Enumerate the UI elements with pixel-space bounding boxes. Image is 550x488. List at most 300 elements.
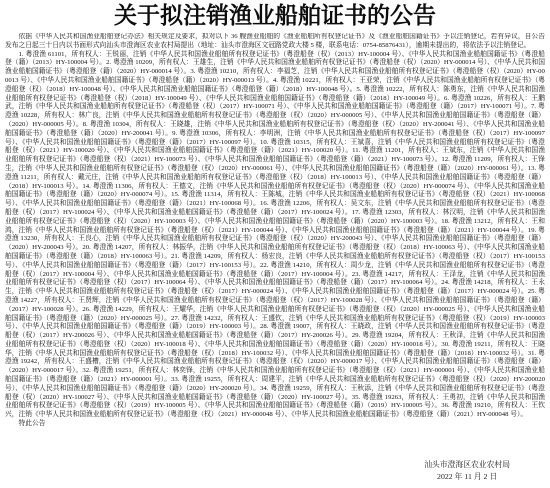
owner-name: 林振华 (172, 244, 193, 252)
owner-name: 王钦兴 (5, 402, 545, 419)
ownership-cert-title: 《中华人民共和国渔业船舶所有权登记证书》 (5, 147, 545, 164)
nationality-cert-number: （粤澄船登（籍）（2020）HY-000025 号） (45, 314, 165, 322)
ownership-cert-number: （粤澄船登（权）（2020）HY-000013 号） (5, 68, 545, 84)
vessel-id: 粤澄渔 11201 (362, 147, 402, 155)
cert-separator: 、 (15, 138, 23, 146)
owner-name: 王德文 (172, 182, 193, 190)
entry-number: 19. (527, 226, 537, 234)
cert-separator: 、 (466, 120, 474, 128)
ownership-cert-number: （粤澄船登（权）（2018）HY-100032 号） (167, 349, 285, 357)
vessel-id: 粤澄渔 10228 (5, 103, 545, 120)
cert-separator: 、 (106, 147, 114, 155)
entry-number: 9. (172, 129, 178, 137)
entry-number: 4. (272, 76, 278, 84)
nationality-cert-title: 《中华人民共和国渔业船舶国籍证书》 (5, 120, 545, 137)
owner-label: ，所有权人： (318, 76, 360, 84)
entry-number: 20. (82, 244, 91, 252)
cert-separator: 、 (15, 200, 23, 208)
ownership-cert-number: （粤澄船登（权）（2020）HY-000061 号） (167, 164, 285, 172)
cancel-label: ，注销 (379, 76, 400, 84)
nationality-cert-title: 《中华人民共和国渔业船舶国籍证书》 (204, 217, 317, 225)
ownership-cert-number: （粤澄船登（权）（2020）HY-200041 号） (347, 120, 467, 128)
owner-label: ，所有权人： (152, 59, 193, 67)
owner-name: 王良心 (78, 235, 99, 243)
vessel-id: 粤澄渔 12206 (270, 200, 310, 208)
issue-date: 2022 年 11 月 2 日 (437, 472, 498, 481)
nationality-cert-number: （粤澄船登（籍）（2018）HY-100013 号） (5, 173, 545, 190)
cert-separator: 、 (466, 367, 474, 375)
ownership-cert-number: （粤澄船登（权）（2020）HY-100003 号） (79, 217, 198, 225)
ownership-cert-title: 《中华人民共和国渔业船舶所有权登记证书》 (146, 50, 284, 58)
nationality-cert-number: （粤澄船登（籍）（2021）HY-100073 号） (316, 156, 435, 164)
owner-label: ，所有权人： (128, 120, 171, 128)
vessel-id: 粤澄渔 11306 (92, 182, 132, 190)
nationality-cert-number: （粤澄船登（籍）（2017）HY-100064 号） (316, 279, 435, 287)
entry-end: 。 (524, 103, 532, 111)
owner-label: ，所有权人： (37, 112, 79, 120)
entry-number: 12. (441, 156, 450, 164)
nationality-cert-number: （粤澄船登（籍）（2020）HY-000074 号） (45, 191, 165, 199)
entry-number: 1. (18, 50, 24, 58)
ownership-cert-number: （粤澄船登（权）（2021）HY-000001 号） (348, 367, 467, 375)
entry-end: 。 (344, 208, 352, 216)
cert-separator: 、 (374, 235, 382, 243)
ownership-cert-title: 《中华人民共和国渔业船舶所有权登记证书》 (391, 323, 528, 331)
cancel-label: ，注销 (11, 226, 33, 234)
nationality-cert-title: 《中华人民共和国渔业船舶国籍证书》 (22, 323, 135, 331)
entry-end: 。 (520, 349, 528, 357)
cert-separator: 、 (30, 76, 38, 84)
entry-number: 25. (527, 288, 537, 296)
owner-name: 王锋生 (5, 156, 545, 172)
nationality-cert-title: 《中华人民共和国渔业船舶国籍证书》 (113, 208, 227, 216)
entry-end: 。 (520, 226, 528, 234)
vessel-id: 粤澄渔 11211 (5, 164, 545, 181)
entry-number: 22. (260, 261, 269, 269)
owner-label: ，所有权人： (131, 367, 173, 375)
owner-name: 王秋添 (350, 384, 372, 392)
entry-end: 。 (253, 200, 260, 208)
ownership-cert-title: 《中华人民共和国渔业船舶所有权登记证书》 (118, 173, 256, 181)
ownership-cert-number: （粤澄船登（权）（2017）HY-100097 号） (5, 129, 545, 146)
entry-end: 。 (345, 147, 353, 155)
entry-number: 15. (171, 191, 180, 199)
entry-number: 3. (190, 68, 196, 76)
ownership-cert-number: （粤澄船登（权）（2017）HY-100064 号） (79, 279, 198, 287)
nationality-cert-number: （粤澄船登（籍）（2013）HY-100004 号） (5, 50, 545, 67)
ownership-cert-title: 《中华人民共和国渔业船舶所有权登记证书》 (32, 103, 169, 111)
ownership-cert-number: （粤澄船登（权）（2018）HY-100048 号） (5, 76, 545, 93)
owner-label: ，所有权人： (401, 332, 443, 340)
entry-number: 16. (260, 200, 269, 208)
cert-separator: 、 (374, 296, 382, 304)
entry-number: 14. (82, 182, 91, 190)
ownership-cert-number: （粤澄船登（权）（2019）HY-100005 号） (79, 402, 198, 410)
cancel-label: ，注销 (463, 393, 484, 401)
ownership-cert-number: （粤澄船登（权）（2018）HY-100049 号） (80, 94, 199, 102)
entry-end: 。 (434, 217, 442, 225)
ownership-cert-title: 《中华人民共和国渔业船舶所有权登记证书》 (213, 367, 349, 375)
owner-label: ，所有权人： (401, 270, 443, 278)
nationality-cert-number: （粤澄船登（籍）（2018）HY-100063 号） (45, 252, 165, 260)
owner-name: 王晓政 (350, 323, 372, 331)
nationality-cert-title: 《中华人民共和国渔业船舶国籍证书》 (5, 367, 545, 384)
owner-name: 陈勇东 (443, 85, 464, 93)
cert-separator: 、 (15, 261, 23, 269)
nationality-cert-number: （粤澄船登（籍）（2020）HY-000017 号） (5, 358, 545, 375)
entry-end: 。 (164, 376, 172, 384)
ownership-cert-number: （粤澄船登（权）（2017）HY-100024 号） (5, 200, 545, 216)
entry-end: 。 (437, 94, 444, 102)
nationality-cert-number: （粤澄船登（籍）（2019）HY-100003 号） (134, 323, 254, 331)
owner-name: 林奕锋 (172, 367, 193, 375)
ownership-cert-title: 《中华人民共和国渔业船舶所有权登记证书》 (5, 85, 545, 102)
cancel-label: ，注销 (463, 270, 484, 278)
nationality-cert-title: 《中华人民共和国渔业船舶国籍证书》 (113, 147, 227, 155)
owner-label: ，所有权人： (64, 50, 106, 58)
vessel-id: 粤澄渔 14232 (181, 314, 221, 322)
owner-label: ，所有权人： (490, 279, 532, 287)
ownership-cert-title: 《中华人民共和国渔业船舶所有权登记证书》 (119, 235, 256, 243)
nationality-cert-title: 《中华人民共和国渔业船舶国籍证书》 (205, 94, 319, 102)
cancel-label: ，注销 (371, 200, 392, 208)
nationality-cert-title: 《中华人民共和国渔业船舶国籍证书》 (381, 358, 494, 366)
cancel-label: ，注销 (98, 112, 120, 120)
entry-end: 。 (164, 191, 172, 199)
cancel-label: ，注销 (192, 244, 214, 252)
ownership-cert-title: 《中华人民共和国渔业船舶所有权登记证书》 (300, 129, 439, 137)
vessel-id: 粤澄渔 19242 (5, 349, 545, 366)
cancel-label: ，注销 (126, 50, 147, 58)
cert-separator: 、 (15, 384, 23, 392)
cancel-label: ，注销 (281, 314, 303, 322)
entry-end: 。 (75, 244, 83, 252)
ownership-cert-number: （粤澄船登（权）（2017）HY-100071 号） (168, 103, 287, 111)
cancel-label: ，注销 (11, 411, 33, 419)
nationality-cert-title: 《中华人民共和国渔业船舶国籍证书》 (408, 50, 522, 58)
owner-name: 王贤辉 (78, 296, 99, 304)
nationality-cert-title: 《中华人民共和国渔业船舶国籍证书》 (291, 288, 404, 296)
nationality-cert-number: （粤澄船登（籍）（2020）HY-000014 号） (65, 68, 184, 76)
owner-name: 李福芝 (276, 68, 298, 76)
vessel-id: 粤澄渔 14207 (92, 244, 132, 252)
nationality-cert-number: （粤澄船登（籍）（2020）HY-100027 号） (226, 393, 345, 401)
ownership-cert-number: （粤澄船登（权）（2021）HY-100020 号） (5, 138, 545, 155)
owner-name: 戴元庄 (77, 173, 99, 181)
ownership-cert-title: 《中华人民共和国渔业船舶所有权登记证书》 (32, 288, 168, 296)
cancel-label: ，注销 (98, 296, 120, 304)
ownership-cert-title: 《中华人民共和国渔业船舶所有权登记证书》 (119, 112, 256, 120)
nationality-cert-title: 《中华人民共和国渔业船舶国籍证书》 (5, 59, 545, 76)
vessel-id: 粤澄渔 14229 (92, 305, 132, 313)
entry-end: 。 (253, 384, 260, 392)
nationality-cert-number: （粤澄船登（籍）（2017）HY-100024 号） (226, 208, 345, 216)
intro-paragraph: 依据《中华人民共和国渔业船舶登记办法》相关规定及要求，拟对以下 36 艘渔业船舶的《渔业船舶所有权登记证书》及《渔业船舶国籍证书》予以注销登记，若有异议，自公告发布之日起三十日内以书面形式向汕头市澄海区农业农村局提出（地址：汕头市澄海区文冠路党政大楼 5 楼，联系电话：0754-85876431），逾期未提出的，将依法予以注销登记。 (5, 33, 545, 49)
nationality-cert-number: （粤澄船登（籍）（2020）HY-100003 号） (316, 217, 435, 225)
cancel-label: ，注销 (98, 358, 120, 366)
nationality-cert-title: 《中华人民共和国渔业船舶国籍证书》 (291, 164, 404, 172)
nationality-cert-number: （粤澄船登（籍）（2017）HY-100028 号） (5, 296, 545, 313)
cert-separator: 、 (15, 323, 23, 331)
nationality-cert-title: 《中华人民共和国渔业船舶国籍证书》 (293, 103, 406, 111)
ownership-cert-title: 《中华人民共和国渔业船舶所有权登记证书》 (211, 120, 348, 128)
notice-title: 关于拟注销渔业船舶证书的公告 (114, 3, 436, 29)
owner-label: ，所有权人： (401, 147, 443, 155)
ownership-cert-title: 《中华人民共和国渔业船舶所有权登记证书》 (213, 182, 349, 190)
cert-separator: 、 (374, 112, 382, 120)
owner-name: 王亚荣 (359, 76, 380, 84)
cert-separator: 、 (198, 94, 206, 102)
vessel-id: 粤澄渔 10210 (197, 68, 237, 76)
owner-name: 李明洲 (259, 129, 281, 137)
entry-end: 。 (253, 323, 260, 331)
vessel-id: 粤澄渔 10315 (270, 138, 310, 146)
ownership-cert-title: 《中华人民共和国渔业船舶所有权登记证书》 (32, 164, 168, 172)
ownership-cert-number: （粤澄船登（权）（2020）HY-000017 号） (255, 358, 375, 366)
nationality-cert-number: （粤澄船登（籍）（2021）HY-100020 号） (226, 147, 346, 155)
owner-name: 王盛钦 (261, 314, 282, 322)
ownership-cert-title: 《中华人民共和国渔业船舶所有权登记证书》 (233, 59, 370, 67)
ownership-cert-title: 《中华人民共和国渔业船舶所有权登记证书》 (5, 393, 545, 410)
ownership-cert-number: （粤澄船登（权）（2017）HY-200026 号） (5, 323, 545, 340)
ownership-cert-number: （粤澄船登（权）（2020）HY-100018 号） (79, 340, 198, 348)
owner-name: 王斌喜 (350, 138, 372, 146)
ownership-cert-title: 《中华人民共和国渔业船舶所有权登记证书》 (302, 191, 439, 199)
nationality-cert-title: 《中华人民共和国渔业船舶国籍证书》 (37, 76, 149, 84)
nationality-cert-title: 《中华人民共和国渔业船舶国籍证书》 (204, 402, 317, 410)
ownership-cert-number: （粤澄船登（权）（2020）HY-200020 号） (5, 376, 545, 392)
entry-number: 30. (441, 340, 450, 348)
nationality-cert-title: 《中华人民共和国渔业船舶国籍证书》 (381, 235, 494, 243)
vessel-id: 粤澄渔 19210 (451, 402, 491, 410)
owner-name: 王晓雄 (170, 120, 191, 128)
vessel-id: 粤澄渔 10304 (89, 120, 129, 128)
ownership-cert-number: （粤澄船登（权）（2021）HY-000048 号） (167, 411, 285, 419)
nationality-cert-number: （粤澄船登（籍）（2020）HY-000005 号） (5, 112, 545, 128)
vessel-id: 粤澄渔 10209 (113, 59, 153, 67)
entry-number: 33. (171, 376, 180, 384)
owner-label: ，所有权人： (401, 393, 443, 401)
owner-name: 王斌东 (442, 147, 463, 155)
entry-end: 。 (253, 138, 260, 146)
owner-label: ，所有权人： (309, 323, 351, 331)
nationality-cert-number: （粤澄船登（籍）（2020）HY-000061 号） (403, 164, 521, 172)
entry-number: 18. (441, 217, 450, 225)
nationality-cert-title: 《中华人民共和国渔业船舶国籍证书》 (204, 340, 317, 348)
owner-name: 周建平 (261, 376, 282, 384)
nationality-cert-number: （粤澄船登（籍）（2017）HY-200026 号） (226, 332, 345, 340)
owner-label: ，所有权人： (220, 191, 262, 199)
owner-label: ，所有权人： (220, 252, 262, 260)
cert-separator: 、 (106, 332, 114, 340)
owner-name: 王秋泽 (442, 332, 464, 340)
cancel-label: ，注销 (213, 59, 234, 67)
entry-number: 31. (527, 349, 537, 357)
nationality-cert-title: 《中华人民共和国渔业船舶国籍证书》 (291, 226, 404, 234)
owner-name: 吴文东 (350, 200, 372, 208)
cert-separator: 、 (284, 411, 292, 419)
owner-label: ，所有权人： (37, 235, 79, 243)
cert-separator: 、 (106, 393, 114, 401)
owner-label: ，所有权人： (220, 376, 262, 384)
ownership-cert-title: 《中华人民共和国渔业船舶所有权登记证书》 (32, 411, 168, 419)
closing-line: 特此公告 (18, 420, 46, 428)
entry-number: 17. (351, 208, 361, 216)
vessel-id: 粤澄渔 19211 (451, 340, 491, 348)
vessel-id: 粤澄渔 13212 (451, 217, 491, 225)
nationality-cert-title: 《中华人民共和国渔业船舶国籍证书》 (113, 332, 227, 340)
entry-end: 。 (75, 367, 83, 375)
owner-label: ，所有权人： (309, 261, 351, 269)
vessel-id: 粤澄渔 10306 (179, 129, 219, 137)
owner-name: 林广良 (78, 112, 99, 120)
nationality-cert-number: （粤澄船登（籍）（2017）HY-100153 号） (134, 261, 254, 269)
entry-number: 27. (171, 314, 180, 322)
nationality-cert-title: 《中华人民共和国渔业船舶国籍证书》 (381, 173, 494, 181)
nationality-cert-number: （粤澄船登（籍）（2021）HY-100068 号） (134, 200, 254, 208)
vessel-list (5, 51, 545, 420)
cert-separator: 、 (112, 85, 120, 93)
nationality-cert-number: （粤澄船登（籍）（2020）HY-200043 号） (5, 235, 545, 252)
entry-number: 5. (356, 85, 362, 93)
cancel-label: ，注销 (98, 235, 120, 243)
entry-end: 。 (434, 156, 442, 164)
ownership-cert-number: （粤澄船登（权）（2017）HY-000024 号） (167, 288, 285, 296)
owner-label: ，所有权人： (220, 314, 262, 322)
ownership-cert-title: 《中华人民共和国渔业船舶所有权登记证书》 (399, 76, 535, 84)
nationality-cert-title: 《中华人民共和国渔业船舶国籍证书》 (291, 411, 403, 419)
cancel-label: ，注销 (281, 376, 303, 384)
owner-label: ，所有权人： (309, 384, 351, 392)
owner-label: ，所有权人： (37, 296, 79, 304)
vessel-id: 粤澄渔 19251 (92, 367, 132, 375)
ownership-cert-title: 《中华人民共和国渔业船舶所有权登记证书》 (5, 208, 545, 225)
entry-end: 。 (99, 59, 107, 67)
entry-end: 。 (344, 332, 352, 340)
cert-separator: 、 (466, 182, 474, 190)
cert-separator: 、 (106, 270, 114, 278)
cancel-label: ，注销 (98, 173, 119, 181)
cert-separator: 、 (106, 208, 114, 216)
vessel-id: 粤澄渔 10221 (279, 76, 319, 84)
cancel-label: ，注销 (11, 288, 33, 296)
owner-label: ，所有权人： (37, 358, 79, 366)
cert-separator: 、 (466, 305, 474, 313)
nationality-cert-number: （粤澄船登（籍）（2018）HY-100032 号） (403, 349, 521, 357)
entry-end: 。 (434, 279, 442, 287)
entry-end: 。 (344, 270, 352, 278)
ownership-cert-number: （粤澄船登（权）（2019）HY-100003 号） (5, 314, 545, 331)
owner-label: ，所有权人： (236, 68, 277, 76)
vessel-id: 粤澄渔 14209 (181, 252, 221, 260)
entry-number: 21. (171, 252, 180, 260)
ownership-cert-number: （粤澄船登（权）（2021）HY-100044 号） (167, 226, 285, 234)
cancel-label: ，注销 (297, 68, 318, 76)
entry-end: 。 (520, 164, 528, 172)
owner-label: ，所有权人： (309, 138, 351, 146)
owner-label: ，所有权人： (402, 85, 444, 93)
entry-number: 28. (260, 323, 269, 331)
owner-name: 王锐丽 (105, 50, 127, 58)
ownership-cert-number: （粤澄船登（权）（2020）HY-000005 号） (255, 112, 375, 120)
entry-end: 。 (344, 393, 352, 401)
entry-end: 。 (183, 68, 191, 76)
entry-end: 。 (434, 340, 442, 348)
cancel-label: ，注销 (462, 147, 484, 155)
ownership-cert-number: （粤澄船登（权）（2018）HY-100013 号） (255, 173, 375, 181)
owner-label: ，所有权人： (490, 94, 532, 102)
ownership-cert-title: 《中华人民共和国渔业船舶所有权登记证书》 (213, 305, 349, 313)
entry-number: 6. (443, 94, 450, 102)
entry-number: 13. (527, 164, 537, 172)
cancel-label: ，注销 (371, 384, 392, 392)
entry-number: 7. (531, 103, 537, 111)
cancel-label: ，注销 (192, 367, 214, 375)
cancel-label: ，注销 (463, 332, 484, 340)
ownership-cert-number: （粤澄船登（权）（2017）HY-100004 号） (5, 261, 545, 278)
vessel-id: 粤澄渔 19263 (362, 393, 402, 401)
ownership-cert-number: （粤澄船登（权）（2018）HY-100063 号） (348, 244, 467, 252)
cancel-label: ，注销 (280, 129, 301, 137)
cancel-label: ，注销 (281, 191, 303, 199)
entry-number: 23. (351, 270, 361, 278)
owner-name: 王陈城 (261, 191, 282, 199)
entry-end: 。 (75, 120, 83, 128)
vessel-id: 粤澄渔 10222 (363, 85, 403, 93)
ownership-cert-number: （粤澄船登（权）（2013）HY-100004 号） (283, 50, 402, 58)
notice-body (5, 33, 545, 457)
owner-label: ，所有权人： (490, 402, 532, 410)
owner-label: ，所有权人： (218, 129, 260, 137)
ownership-cert-title: 《中华人民共和国渔业船舶所有权登记证书》 (391, 261, 528, 269)
ownership-cert-number: （粤澄船登（权）（2017）HY-100028 号） (255, 296, 375, 304)
entry-end: 。 (434, 402, 442, 410)
nationality-cert-number: （粤澄船登（籍）（2018）HY-100049 号） (318, 94, 438, 102)
ownership-cert-title: 《中华人民共和国渔业船舶所有权登记证书》 (302, 376, 439, 384)
cancel-label: ，注销 (11, 164, 33, 172)
entry-end: 。 (253, 261, 260, 269)
cancel-label: ，注销 (463, 85, 484, 93)
nationality-cert-number: （粤澄船登（籍）（2021）HY-100044 号） (403, 226, 521, 234)
owner-label: ，所有权人： (131, 182, 173, 190)
owner-label: ，所有权人： (36, 173, 78, 181)
issuer-name: 汕头市澄海区农业农村局 (424, 460, 510, 469)
entry-end: 。 (520, 411, 528, 419)
nationality-cert-title: 《中华人民共和国渔业船舶国籍证书》 (119, 85, 232, 93)
vessel-id: 粤澄渔 19007 (270, 323, 310, 331)
owner-name: 王泽龙 (442, 270, 464, 278)
owner-label: ，所有权人： (309, 200, 351, 208)
nationality-cert-number: （粤澄船登（籍）（2017）HY-100097 号） (134, 138, 254, 146)
ownership-cert-number: （粤澄船登（权）（2020）HY-200043 号） (255, 235, 375, 243)
cert-separator: 、 (197, 340, 205, 348)
entry-end: 。 (165, 129, 173, 137)
vessel-id: 粤澄渔 14217 (362, 270, 402, 278)
ownership-cert-title: 《中华人民共和国渔业船舶所有权登记证书》 (213, 244, 349, 252)
cert-separator: 、 (487, 59, 495, 67)
ownership-cert-title: 《中华人民共和国渔业船舶所有权登记证书》 (32, 349, 168, 357)
cert-separator: 、 (197, 402, 205, 410)
nationality-cert-number: （粤澄船登（籍）（2019）HY-100005 号） (316, 402, 435, 410)
cert-separator: 、 (284, 164, 292, 172)
cert-separator: 、 (197, 217, 205, 225)
cert-separator: 、 (197, 156, 205, 164)
ownership-cert-title: 《中华人民共和国渔业船舶所有权登记证书》 (317, 68, 453, 76)
ownership-cert-number: （粤澄船登（权）（2020）HY-100027 号） (5, 384, 545, 401)
owner-name: 王勇初 (442, 393, 464, 401)
vessel-id: 粤澄渔 19259 (270, 384, 310, 392)
ownership-cert-title: 《中华人民共和国渔业船舶所有权登记证书》 (302, 252, 439, 260)
